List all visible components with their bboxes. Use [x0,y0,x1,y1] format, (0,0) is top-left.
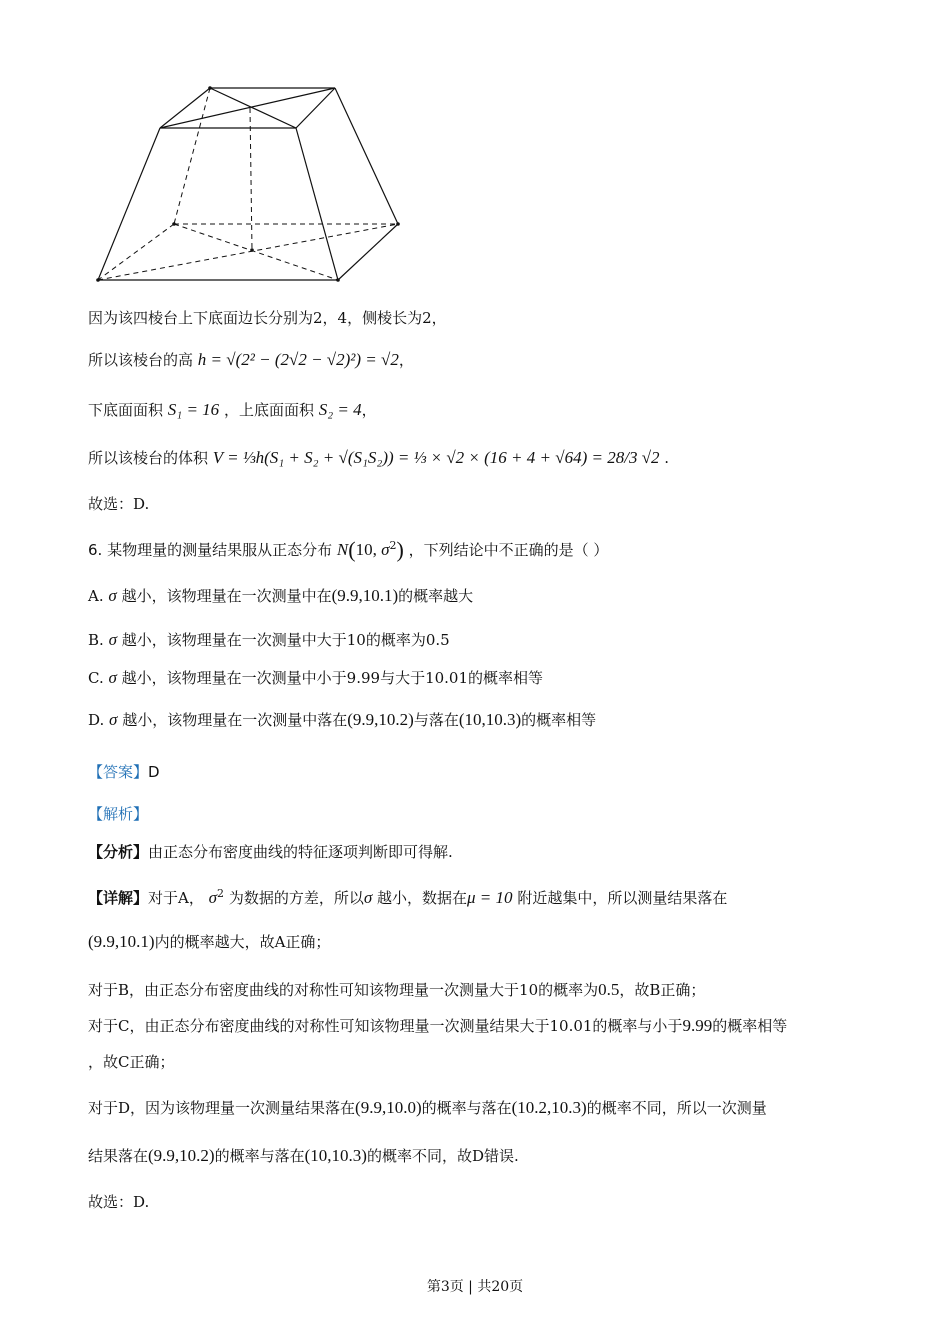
volume-formula: V = ⅓h(S₁ + S₂ + √(S₁S₂)) = ⅓ × √2 × (16 + 4 + √64) = 28/3 √2 [212,448,660,467]
jiexi-label: 【解析】 [88,805,149,823]
hidden-edge [174,88,210,224]
height-formula: h = √(2² − (2√2 − √2)²) = √2 [197,350,399,369]
hidden-diagonal [98,224,398,280]
detail-line-2: (9.9,10.1)内的概率越大，故A正确； [88,932,331,951]
detail-b: 对于B，由正态分布密度曲线的对称性可知该物理量一次测量大于10的概率为0.5，故B正确； [88,980,706,999]
option-b: B. σ 越小，该物理量在一次测量中大于10的概率为0.5 [88,630,450,649]
detail-line-1: 【详解】对于A， $\sigma^2$ 为数据的方差，所以σ 越小，数据在μ = 10 附近越集中，所以测量结果落在 [88,887,728,907]
text-line: 因为该四棱台上下底面边长分别为2，4，侧棱长为2， [88,309,447,327]
detail-c2: ，故C正确； [88,1053,175,1071]
height-line [250,108,252,250]
lateral-edge [335,88,398,224]
hidden-diagonal [174,224,338,280]
bottom-edge [338,224,398,280]
detail-d2: 结果落在(9.9,10.2)的概率与落在(10,10.3)的概率不同，故D错误. [88,1146,519,1165]
page-footer: 第3页 | 共20页 [426,1279,524,1295]
area-line: 下底面面积 S₁ = 16 ，上底面面积 S₂ = 4， [88,400,377,419]
frustum-figure [90,84,410,284]
top-diagonal [210,88,296,128]
question-6: 6. 某物理量的测量结果服从正态分布 N(10, $\sigma^2$) ，下列结论中不正确的是（ ） [88,537,609,562]
option-d: D. σ 越小，该物理量在一次测量中落在(9.9,10.2)与落在(10,10.3)的概率相等 [88,710,597,729]
option-a: A. σ 越小，该物理量在一次测量中在(9.9,10.1)的概率越大 [88,586,474,605]
volume-line: 所以该棱台的体积 V = ⅓h(S₁ + S₂ + √(S₁S₂)) = ⅓ × √2 × (16 + 4 + √64) = 28/3 √2 . [88,448,670,467]
analysis: 【分析】由正态分布密度曲线的特征逐项判断即可得解. [88,843,453,861]
text-line: 故选：D. [88,495,150,513]
detail-d: 对于D，因为该物理量一次测量结果落在(9.9,10.0)的概率与落在(10.2,10.3)的概率不同，所以一次测量 [88,1098,767,1117]
top-edge [296,88,335,128]
lateral-edge [296,128,338,280]
detail-c: 对于C，由正态分布密度曲线的对称性可知该物理量一次测量结果大于10.01的概率与小于9.99的概率相等 [88,1016,788,1035]
answer: 【答案】D [88,763,160,781]
option-c: C. σ 越小，该物理量在一次测量中小于9.99与大于10.01的概率相等 [88,668,544,687]
top-diagonal [160,88,335,128]
final-answer: 故选：D. [88,1193,150,1211]
height-line-text: 所以该棱台的高 h = √(2² − (2√2 − √2)²) = √2， [88,350,414,369]
